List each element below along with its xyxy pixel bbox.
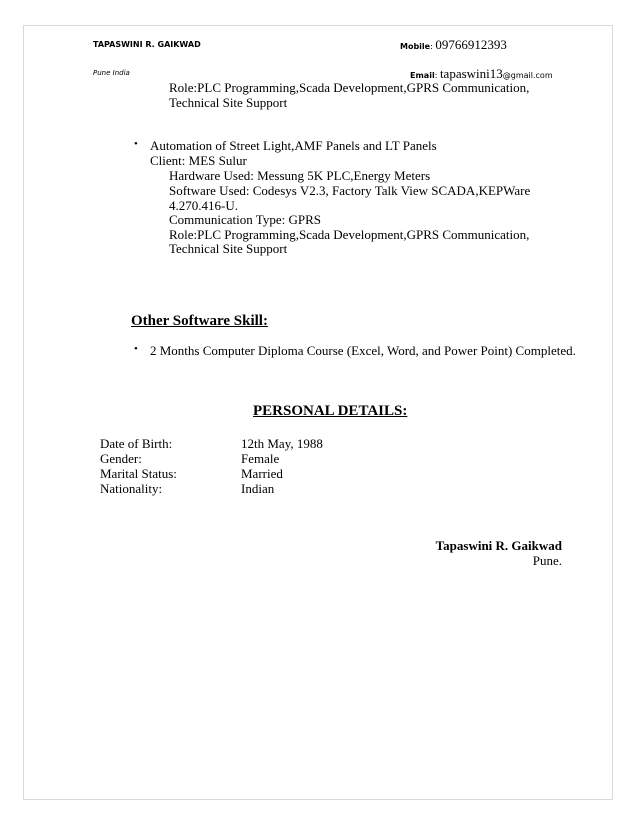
header-location: Pune India	[93, 69, 130, 77]
other-skills-bullet: •	[134, 343, 138, 355]
project2-software-line1: Software Used: Codesys V2.3, Factory Talk View SCADA,KEPWare	[169, 183, 531, 198]
project2-role-line2: Technical Site Support	[169, 241, 288, 256]
personal-details-heading: PERSONAL DETAILS:	[253, 403, 408, 419]
email-domain: @gmail.com	[502, 71, 553, 80]
project2-bullet: •	[134, 138, 138, 150]
other-skills-item: 2 Months Computer Diploma Course (Excel, Word, and Power Point) Completed.	[150, 343, 576, 358]
dob-label: Date of Birth:	[100, 436, 173, 451]
project2-title: Automation of Street Light,AMF Panels and LT Panels	[150, 138, 437, 153]
email-label: Email	[410, 71, 435, 80]
mobile-label: Mobile	[400, 42, 431, 51]
dob-value: 12th May, 1988	[241, 436, 323, 451]
nationality-label: Nationality:	[100, 481, 163, 496]
project2-hardware: Hardware Used: Messung 5K PLC,Energy Meters	[169, 168, 431, 183]
other-skills-heading: Other Software Skill:	[131, 313, 268, 329]
project2-role-line1: Role:PLC Programming,Scada Development,GPRS Communication,	[169, 227, 530, 242]
email-user: tapaswini13	[439, 66, 503, 81]
top-role-line1: Role:PLC Programming,Scada Development,GPRS Communication,	[169, 80, 530, 95]
project2-communication: Communication Type: GPRS	[169, 212, 321, 227]
project2-software-line2: 4.270.416-U.	[169, 198, 238, 213]
marital-status-label: Marital Status:	[100, 466, 177, 481]
gender-label: Gender:	[100, 451, 142, 466]
gender-value: Female	[241, 451, 280, 466]
header-email: Email: tapaswini13@gmail.com	[410, 66, 553, 81]
signature-place: Pune.	[532, 553, 562, 568]
project2-client: Client: MES Sulur	[150, 153, 247, 168]
marital-status-value: Married	[241, 466, 283, 481]
top-role-line2: Technical Site Support	[169, 95, 288, 110]
header-name: TAPASWINI R. GAIKWAD	[93, 40, 201, 49]
mobile-value: 09766912393	[435, 37, 507, 52]
nationality-value: Indian	[241, 481, 275, 496]
signature-name: Tapaswini R. Gaikwad	[435, 538, 562, 553]
header-mobile: Mobile: 09766912393	[400, 37, 507, 52]
